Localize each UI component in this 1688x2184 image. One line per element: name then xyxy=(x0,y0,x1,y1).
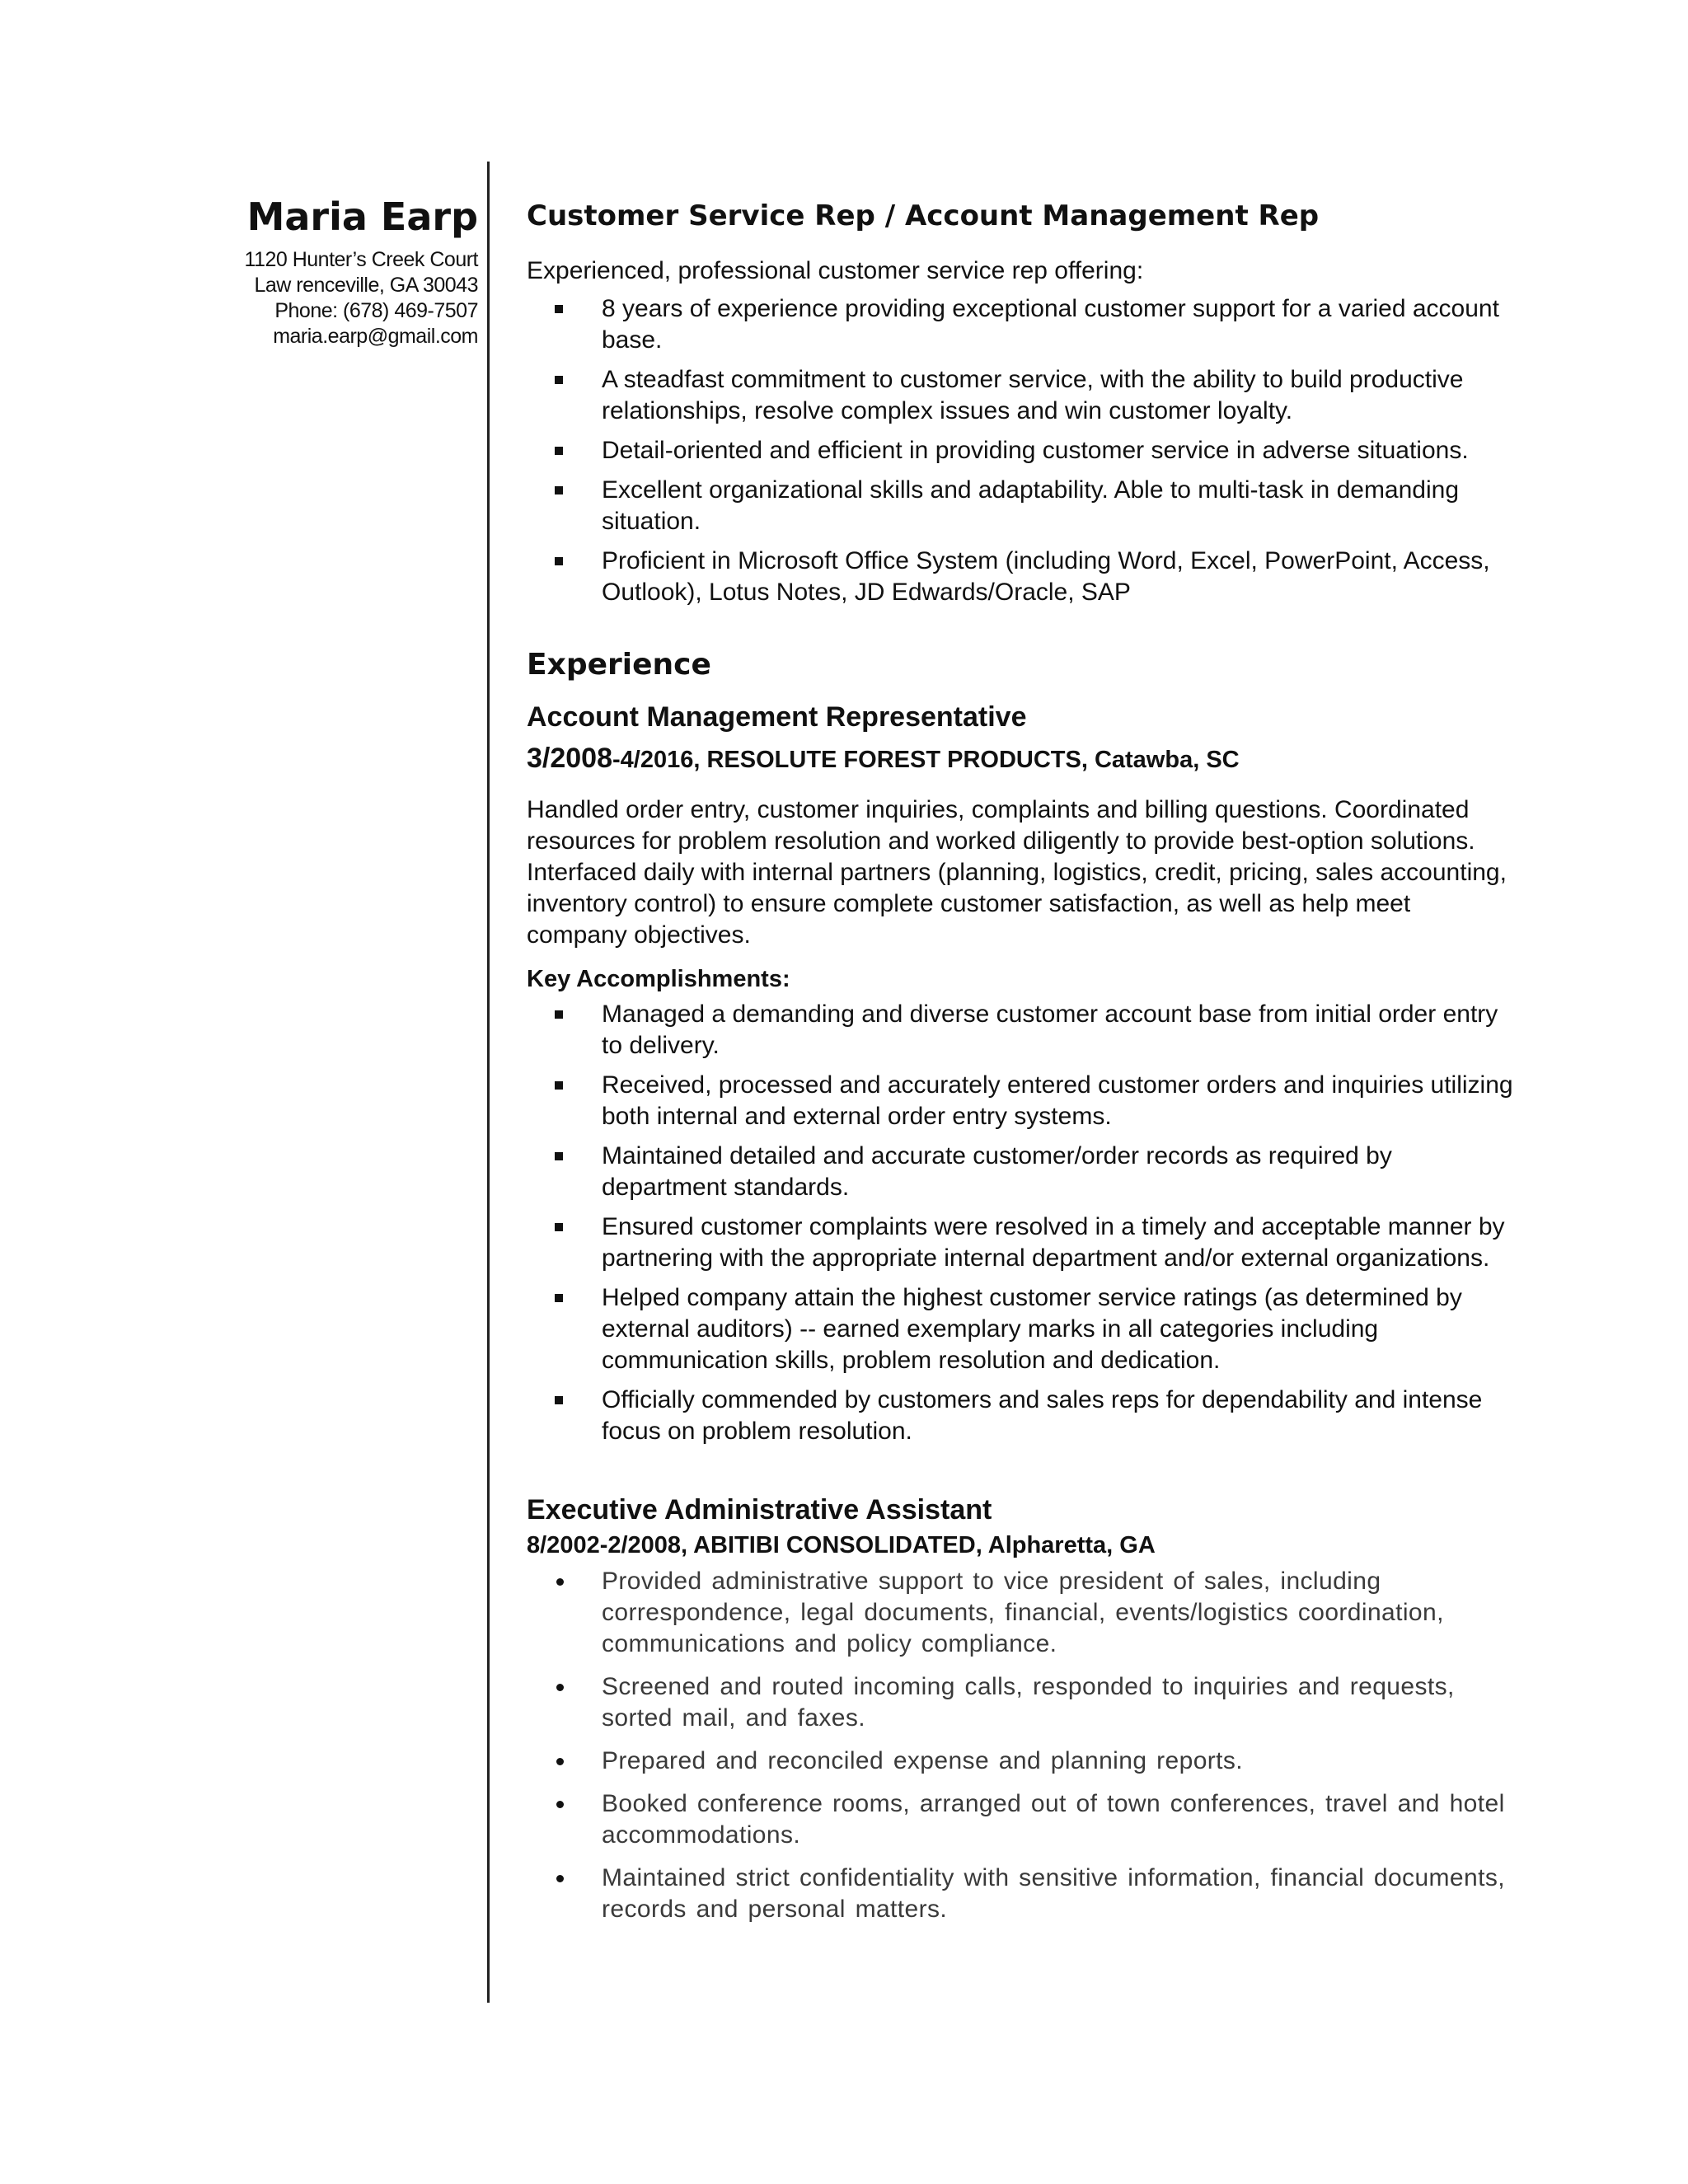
accomplishment-item: Helped company attain the highest customer service ratings (as determined by external auditors) -- earned exemplary marks in all categories including communication skills, problem resolution and dedication. xyxy=(527,1282,1516,1376)
job1-dates-employer: -4/2016, RESOLUTE FOREST PRODUCTS, Catawba, SC xyxy=(612,747,1240,773)
square-bullet-icon xyxy=(555,1294,563,1302)
job2-dates: 8/2002-2/2008, ABITIBI CONSOLIDATED, Alpharetta, GA xyxy=(527,1532,1156,1558)
job1-dates xyxy=(527,742,1516,776)
accomplishment-item: Ensured customer complaints were resolved in a timely and acceptable manner by partnering with the appropriate internal department and/or external organizations. xyxy=(527,1212,1516,1274)
key-accomplishments-label: Key Accomplishments: xyxy=(527,966,790,992)
square-bullet-icon xyxy=(555,447,563,455)
summary-item: A steadfast commitment to customer service, with the ability to build productive relationships, resolve complex issues and win customer loyalty. xyxy=(527,364,1516,427)
address-line-2: Law renceville, GA 30043 xyxy=(254,274,478,297)
round-bullet-icon xyxy=(556,1578,564,1586)
resume-main xyxy=(527,196,1516,1937)
summary-item: Proficient in Microsoft Office System (including Word, Excel, PowerPoint, Access, Outlook), Lotus Notes, JD Edwards/Oracle, SAP xyxy=(527,546,1516,608)
summary-item: Detail-oriented and efficient in providing customer service in adverse situations. xyxy=(527,435,1516,466)
duty-item: Booked conference rooms, arranged out of town conferences, travel and hotel accommodations. xyxy=(527,1788,1516,1851)
contact-sidebar xyxy=(124,191,478,349)
round-bullet-icon xyxy=(556,1875,564,1882)
accomplishment-item: Officially commended by customers and sales reps for dependability and intense focus on problem resolution. xyxy=(527,1385,1516,1447)
square-bullet-icon xyxy=(555,557,563,565)
duty-item: Screened and routed incoming calls, responded to inquiries and requests, sorted mail, and faxes. xyxy=(527,1671,1516,1734)
job1-description: Handled order entry, customer inquiries, complaints and billing questions. Coordinated resources for problem resolution and worked diligently to provide best-option solutions. Interfaced daily with internal partners (planning, logistics, credit, pricing, sales accounting, inventory control) to ensure complete customer satisfaction, as well as help meet company objectives. xyxy=(527,796,1507,949)
round-bullet-icon xyxy=(556,1684,564,1691)
candidate-name: Maria Earp xyxy=(246,194,478,239)
square-bullet-icon xyxy=(555,1010,563,1019)
phone-number: Phone: (678) 469-7507 xyxy=(274,299,478,322)
square-bullet-icon xyxy=(555,1152,563,1160)
round-bullet-icon xyxy=(556,1758,564,1765)
duty-item: Provided administrative support to vice president of sales, including correspondence, legal documents, financial, events/logistics coordination, communications and policy compliance. xyxy=(527,1566,1516,1660)
summary-intro: Experienced, professional customer service rep offering: xyxy=(527,257,1144,284)
job2-title: Executive Administrative Assistant xyxy=(527,1494,992,1526)
accomplishment-item: Maintained detailed and accurate customer/order records as required by department standards. xyxy=(527,1141,1516,1203)
duty-item: Prepared and reconciled expense and planning reports. xyxy=(527,1746,1516,1777)
summary-list xyxy=(527,293,1516,608)
experience-heading: Experience xyxy=(527,648,711,682)
square-bullet-icon xyxy=(555,376,563,384)
vertical-divider xyxy=(487,162,490,2003)
duty-item: Maintained strict confidentiality with sensitive information, financial documents, records and personal matters. xyxy=(527,1863,1516,1925)
summary-item: 8 years of experience providing exceptional customer support for a varied account base. xyxy=(527,293,1516,356)
square-bullet-icon xyxy=(555,1081,563,1090)
accomplishments-list xyxy=(527,999,1516,1447)
accomplishment-item: Received, processed and accurately entered customer orders and inquiries utilizing both internal and external order entry systems. xyxy=(527,1070,1516,1132)
address-line-1: 1120 Hunter’s Creek Court xyxy=(244,248,478,271)
resume-headline: Customer Service Rep / Account Management Rep xyxy=(527,199,1320,232)
email-address: maria.earp@gmail.com xyxy=(273,325,478,348)
square-bullet-icon xyxy=(555,1223,563,1231)
square-bullet-icon xyxy=(555,1396,563,1404)
job1-start-date: 3/2008 xyxy=(527,743,612,774)
accomplishment-item: Managed a demanding and diverse customer account base from initial order entry to delivery. xyxy=(527,999,1516,1062)
job2-duties-list xyxy=(527,1566,1516,1925)
square-bullet-icon xyxy=(555,305,563,313)
summary-item: Excellent organizational skills and adaptability. Able to multi-task in demanding situation. xyxy=(527,475,1516,537)
square-bullet-icon xyxy=(555,486,563,494)
round-bullet-icon xyxy=(556,1801,564,1808)
job1-title: Account Management Representative xyxy=(527,701,1027,733)
